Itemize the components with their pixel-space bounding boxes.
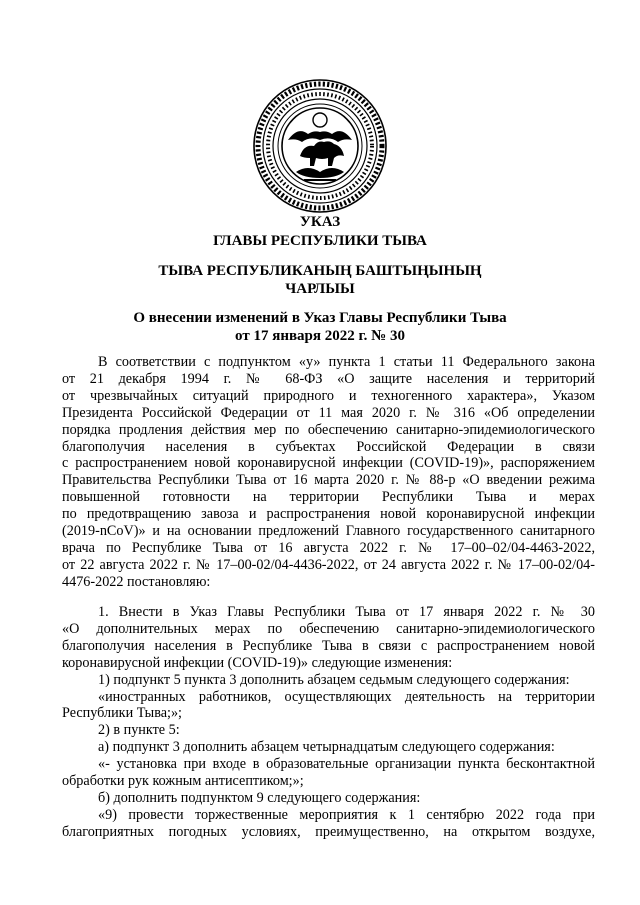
decree-title: УКАЗ — [299, 214, 341, 230]
preamble-line: по предотвращению завоза и распространения новой коронавирусной инфекции — [62, 506, 595, 523]
decree-subject-date: от 17 января 2022 г. № 30 — [235, 328, 405, 344]
decree-subject: О внесении изменений в Указ Главы Республики Тыва — [133, 310, 507, 326]
item-line: «- установка при входе в образовательные организации пункта бесконтактной — [98, 756, 595, 773]
coat-of-arms-icon — [252, 78, 388, 214]
item-line: «9) провести торжественные мероприятия к 1 сентябрю 2022 года при — [98, 806, 595, 823]
preamble-line: от чрезвычайных ситуаций природного и техногенного характера», Указом — [62, 387, 595, 404]
decree-title-tuvan-2: ЧАРЛЫЫ — [285, 281, 355, 297]
preamble-line: повышенной готовности на территории Республики Тыва и мерах — [62, 489, 595, 506]
preamble — [62, 354, 595, 591]
item-line: благоприятных погодных условиях, преимущественно, на открытом воздухе, — [62, 823, 595, 840]
preamble-line: благополучия населения в субъектах Российской Федерации в связи — [62, 438, 595, 455]
item-line: «иностранных работников, осуществляющих деятельность на территории — [98, 688, 595, 705]
decree-title-tuvan: ТЫВА РЕСПУБЛИКАНЫҢ БАШТЫҢЫНЫҢ — [158, 263, 482, 279]
item-line: обработки рук кожным антисептиком;»; — [62, 773, 304, 790]
item-line: 1. Внести в Указ Главы Республики Тыва от 17 января 2022 г. № 30 — [98, 604, 595, 620]
preamble-line: от 22 августа 2022 г. № 17–00-02/04-4436-2022, от 24 августа 2022 г. № 17–00-02/04- — [62, 556, 595, 573]
preamble-line: с распространением новой коронавирусной инфекции (COVID-19)», распоряжением — [62, 455, 595, 472]
item-line: «О дополнительных мерах по обеспечению санитарно-эпидемиологического — [62, 620, 595, 637]
preamble-line: порядка продления действия мер по обеспечению санитарно-эпидемиологического — [62, 421, 595, 438]
preamble-line: от 21 декабря 1994 г. № 68-ФЗ «О защите населения и территорий — [62, 370, 595, 387]
item-line: 1) подпункт 5 пункта 3 дополнить абзацем седьмым следующего содержания: — [98, 671, 570, 688]
preamble-line: 4476-2022 постановляю: — [62, 573, 211, 590]
preamble-line: Правительства Республики Тыва от 16 марта 2020 г. № 88-р «О введении режима — [62, 472, 595, 489]
item-line: 2) в пункте 5: — [98, 722, 180, 739]
decree-item-1 — [62, 604, 595, 841]
item-line: благополучия населения в Республике Тыва в связи с распространением новой — [62, 637, 595, 654]
preamble-line: (2019-nCoV)» и на основании предложений Главного государственного санитарного — [62, 523, 595, 540]
preamble-line: Президента Российской Федерации от 11 мая 2020 г. № 316 «Об определении — [62, 404, 595, 421]
item-line: а) подпункт 3 дополнить абзацем четырнадцатым следующего содержания: — [98, 739, 555, 756]
preamble-line: врача по Республике Тыва от 16 августа 2022 г. № 17–00–02/04-4463-2022, — [62, 539, 595, 556]
item-line: Республики Тыва;»; — [62, 705, 182, 722]
decree-title-issuer: ГЛАВЫ РЕСПУБЛИКИ ТЫВА — [213, 233, 427, 249]
item-line: б) дополнить подпунктом 9 следующего содержания: — [98, 789, 421, 806]
preamble-line: В соответствии с подпунктом «у» пункта 1 статьи 11 Федерального закона — [98, 354, 595, 370]
item-line: коронавирусной инфекции (COVID-19)» следующие изменения: — [62, 654, 453, 671]
